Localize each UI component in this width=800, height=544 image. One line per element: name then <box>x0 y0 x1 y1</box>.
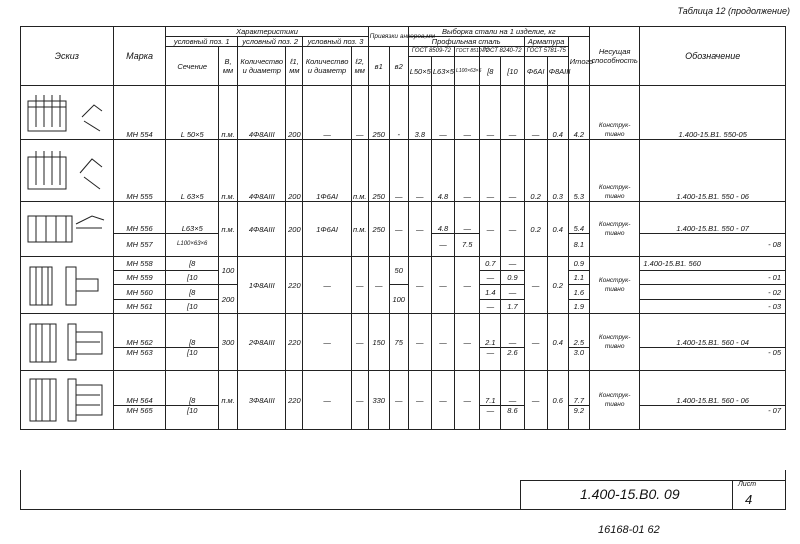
table-caption: Таблица 12 (продолжение) <box>677 6 790 16</box>
l1: 200 <box>286 86 303 140</box>
designation: - 01 <box>640 271 786 285</box>
l2: — <box>351 257 368 314</box>
mark: МН 560 <box>113 285 166 300</box>
sketch-mn556 <box>21 202 114 257</box>
total: 1.1 <box>568 271 589 285</box>
a1: 0.2 <box>524 140 547 202</box>
c100: — <box>455 202 480 234</box>
qd: 4Φ8АIII <box>238 140 286 202</box>
qd3: — <box>303 314 351 371</box>
b: п.м. <box>219 202 238 257</box>
hdr-total: Итого <box>568 37 589 86</box>
qd3: — <box>303 257 351 314</box>
designation: - 05 <box>640 347 786 370</box>
c50: — <box>408 202 431 257</box>
hdr-a1: Φ6АI <box>524 57 547 86</box>
total: 3.0 <box>568 347 589 370</box>
mark: МН 558 <box>113 257 166 271</box>
qd3: — <box>303 371 351 430</box>
sketch-mn558 <box>21 257 114 314</box>
a1: — <box>524 314 547 371</box>
hdr-section: Сечение <box>166 47 219 86</box>
total: 1.9 <box>568 300 589 314</box>
mark: МН 555 <box>113 140 166 202</box>
qd: 4Φ8АIII <box>238 202 286 257</box>
ch8: 2.1 <box>480 314 501 348</box>
section: [8 <box>166 371 219 406</box>
c100: — <box>455 86 480 140</box>
section: [10 <box>166 347 219 370</box>
hdr-rebar: Арматура <box>524 37 568 47</box>
bearing: Конструк-тивно <box>589 86 640 140</box>
b2: — <box>389 202 408 257</box>
a1: — <box>524 257 547 314</box>
a1: 0.2 <box>524 202 547 257</box>
c100: — <box>455 140 480 202</box>
ch10: 8.6 <box>501 405 524 429</box>
ch8: 0.7 <box>480 257 501 271</box>
hdr-b1: в1 <box>368 47 389 86</box>
l2: — <box>351 86 368 140</box>
bearing: Конструк-тивно <box>589 140 640 202</box>
designation: - 07 <box>640 405 786 429</box>
bearing: Конструк-тивно <box>589 257 640 314</box>
qd: 4Φ8АIII <box>238 86 286 140</box>
c63: — <box>431 233 454 256</box>
section: L 50×5 <box>166 86 219 140</box>
qd3: 1Φ6АI <box>303 140 351 202</box>
b: 200 <box>219 285 238 314</box>
c63: — <box>431 86 454 140</box>
l1: 200 <box>286 140 303 202</box>
b2: — <box>389 140 408 202</box>
total: 4.2 <box>568 86 589 140</box>
b2: 100 <box>389 285 408 314</box>
l1: 220 <box>286 257 303 314</box>
a3: 0.6 <box>547 371 568 430</box>
ch8: — <box>480 347 501 370</box>
mark: МН 557 <box>113 233 166 256</box>
hdr-ch8: [8 <box>480 57 501 86</box>
l2: п.м. <box>351 202 368 257</box>
section: [10 <box>166 300 219 314</box>
qd3: 1Φ6АI <box>303 202 351 257</box>
designation: - 02 <box>640 285 786 300</box>
hdr-gost5781: ГОСТ 5781-75 <box>524 47 568 57</box>
sketch-mn554 <box>21 86 114 140</box>
sheet-label: Лист <box>738 481 757 488</box>
ch10: — <box>501 314 524 348</box>
mark: МН 559 <box>113 271 166 285</box>
a3: 0.3 <box>547 140 568 202</box>
b1: 330 <box>368 371 389 430</box>
a1: — <box>524 371 547 430</box>
c63: 4.8 <box>431 202 454 234</box>
qd: 1Φ8АIII <box>238 257 286 314</box>
ch8: — <box>480 202 501 257</box>
mark: МН 562 <box>113 314 166 348</box>
mark: МН 556 <box>113 202 166 234</box>
designation: 1.400-15.В1. 550 - 06 <box>640 140 786 202</box>
b: 100 <box>219 257 238 285</box>
ch8: 7.1 <box>480 371 501 406</box>
total: 8.1 <box>568 233 589 256</box>
total: 2.5 <box>568 314 589 348</box>
a3: 0.4 <box>547 86 568 140</box>
designation: 1.400-15.В1. 550-05 <box>640 86 786 140</box>
designation: 1.400-15.В1. 560 <box>640 257 786 271</box>
qd: 3Φ8АIII <box>238 371 286 430</box>
hdr-ch10: [10 <box>501 57 524 86</box>
designation: 1.400-15.В1. 560 - 04 <box>640 314 786 348</box>
section: L100×63×6 <box>166 233 219 256</box>
a3: 0.2 <box>547 257 568 314</box>
hdr-pos2: условный поз. 2 <box>238 37 303 47</box>
total: 1.6 <box>568 285 589 300</box>
hdr-c100: L100×63×6 <box>455 57 480 86</box>
c100: 7.5 <box>455 233 480 256</box>
hdr-bearing: Несущая способность <box>589 27 640 86</box>
ch8: — <box>480 86 501 140</box>
b2: - <box>389 86 408 140</box>
b2: 75 <box>389 314 408 371</box>
bearing: Конструк-тивно <box>589 202 640 257</box>
a3: 0.4 <box>547 202 568 257</box>
ch8: 1.4 <box>480 285 501 300</box>
hdr-pos1: условный поз. 1 <box>166 37 238 47</box>
a1: — <box>524 86 547 140</box>
steel-table: Эскиз Марка Характеристики Привязки анкеров,мм Выборка стали на 1 изделие, кг Несущая способность Обозначение условный поз. 1 условный поз. 2 условный поз. 3 Профильная сталь Арматура Итого Сечение В, мм Количество и диаметр ℓ1, мм Количество и диаметр ℓ2, мм в1 в2 ГОСТ 8509-72 ГОСТ 8510-72 ГОСТ 8240-72 ГОСТ 5781-75 L50×5 L63×5 L100×63×6 [8 [10 Φ6АI Φ8АIII МН 554 L 50×5 п.м. 4Φ8АIII 200 — — 250 - 3.8 — — — — — 0.4 4.2 Конструк-тивно 1.400-15.В1. 550-05 МН 555 L 63×5 п.м. 4Φ8АIII 200 1Φ6АI п.м. 250 — — 4.8 — — — 0.2 0.3 5.3 Конструк-тивно 1.400-15.В1. 550 - 06 МН 556 L63×5 п.м. 4Φ8АIII 200 1Φ6АI п.м. 250 — — 4.8 — — — 0.2 0.4 5.4 Конструк-тивно 1.400-15.В1. 550 - 07 МН 557 L100×63×6 — 7.5 8.1 - 08 МН 558 [8 100 1Φ8АIII 220 — — — 50 — — — 0.7 — — 0.2 0.9 Конструк-тивно 1.400-15.В1. 560 МН 559 [10 — 0.9 1.1 - 01 МН 560 [8 200 100 1.4 — 1.6 - 02 МН 561 [10 — 1.7 1.9 - 03 МН 562 [8 300 2Φ8АIII 220 — — 150 75 — — — 2.1 — — 0.4 2.5 Конструк-тивно 1.400-15.В1. 560 - 04 МН 563 [10 — 2.6 3.0 - 05 МН 564 [8 п.м. 3Φ8АIII 220 — — 330 — — — — 7.1 — — 0.6 7.7 Конструк-тивно 1.400-15.В1. 560 - 06 МН 565 [10 — 8.6 9.2 - 07 <box>20 26 786 430</box>
designation: - 03 <box>640 300 786 314</box>
archive-stamp: 16168-01 62 <box>598 524 660 536</box>
hdr-mark: Марка <box>113 27 166 86</box>
section: L63×5 <box>166 202 219 234</box>
a3: 0.4 <box>547 314 568 371</box>
c50: 3.8 <box>408 86 431 140</box>
c63: 4.8 <box>431 140 454 202</box>
sketch-mn562 <box>21 314 114 371</box>
ch10: 1.7 <box>501 300 524 314</box>
ch8: — <box>480 405 501 429</box>
hdr-qd: Количество и диаметр <box>238 47 286 86</box>
designation: - 08 <box>640 233 786 256</box>
ch10: 0.9 <box>501 271 524 285</box>
b: п.м. <box>219 140 238 202</box>
ch10: — <box>501 86 524 140</box>
sketch-mn555 <box>21 140 114 202</box>
hdr-gost8509: ГОСТ 8509-72 <box>408 47 454 57</box>
hdr-gost8240: ГОСТ 8240-72 <box>480 47 524 57</box>
qd: 2Φ8АIII <box>238 314 286 371</box>
total: 9.2 <box>568 405 589 429</box>
section: [10 <box>166 271 219 285</box>
designation: 1.400-15.В1. 560 - 06 <box>640 371 786 406</box>
sheet-number: 4 <box>745 492 753 507</box>
sketch-mn564 <box>21 371 114 430</box>
qd3: — <box>303 86 351 140</box>
hdr-sketch: Эскиз <box>21 27 114 86</box>
designation: 1.400-15.В1. 550 - 07 <box>640 202 786 234</box>
section: [8 <box>166 257 219 271</box>
total: 5.4 <box>568 202 589 234</box>
hdr-characteristics: Характеристики <box>166 27 368 37</box>
hdr-c50: L50×5 <box>408 57 431 86</box>
b2: — <box>389 371 408 430</box>
bearing: Конструк-тивно <box>589 314 640 371</box>
b: п.м. <box>219 371 238 430</box>
hdr-profile: Профильная сталь <box>408 37 524 47</box>
mark: МН 563 <box>113 347 166 370</box>
hdr-qd3: Количество и диаметр <box>303 47 351 86</box>
total: 0.9 <box>568 257 589 271</box>
ch10: — <box>501 285 524 300</box>
l1: 220 <box>286 371 303 430</box>
document-code: 1.400-15.В0. 09 <box>580 486 680 502</box>
l2: п.м. <box>351 140 368 202</box>
hdr-a3: Φ8АIII <box>547 57 568 86</box>
l1: 200 <box>286 202 303 257</box>
section: [8 <box>166 314 219 348</box>
ch8: — <box>480 271 501 285</box>
c50: — <box>408 140 431 202</box>
l2: — <box>351 371 368 430</box>
l2: — <box>351 314 368 371</box>
hdr-l2: ℓ2, мм <box>351 47 368 86</box>
b2: 50 <box>389 257 408 285</box>
section: L 63×5 <box>166 140 219 202</box>
ch10: 2.6 <box>501 347 524 370</box>
bearing: Конструк-тивно <box>589 371 640 430</box>
ch10: — <box>501 371 524 406</box>
hdr-l1: ℓ1, мм <box>286 47 303 86</box>
mark: МН 565 <box>113 405 166 429</box>
hdr-b: В, мм <box>219 47 238 86</box>
hdr-b2: в2 <box>389 47 408 86</box>
mark: МН 561 <box>113 300 166 314</box>
hdr-steel: Выборка стали на 1 изделие, кг <box>408 27 589 37</box>
ch8: — <box>480 140 501 202</box>
ch10: — <box>501 257 524 271</box>
b1: 150 <box>368 314 389 371</box>
b1: 250 <box>368 86 389 140</box>
total: 7.7 <box>568 371 589 406</box>
hdr-designation: Обозначение <box>640 27 786 86</box>
hdr-c63: L63×5 <box>431 57 454 86</box>
mark: МН 564 <box>113 371 166 406</box>
ch10: — <box>501 202 524 257</box>
b1: 250 <box>368 202 389 257</box>
l1: 220 <box>286 314 303 371</box>
section: [8 <box>166 285 219 300</box>
hdr-gost8510: ГОСТ 8510-72 <box>455 47 480 57</box>
hdr-anchors: Привязки анкеров,мм <box>368 27 408 47</box>
b1: 250 <box>368 140 389 202</box>
b1: — <box>368 257 389 314</box>
mark: МН 554 <box>113 86 166 140</box>
ch8: — <box>480 300 501 314</box>
b: п.м. <box>219 86 238 140</box>
b: 300 <box>219 314 238 371</box>
ch10: — <box>501 140 524 202</box>
hdr-pos3: условный поз. 3 <box>303 37 368 47</box>
total: 5.3 <box>568 140 589 202</box>
section: [10 <box>166 405 219 429</box>
